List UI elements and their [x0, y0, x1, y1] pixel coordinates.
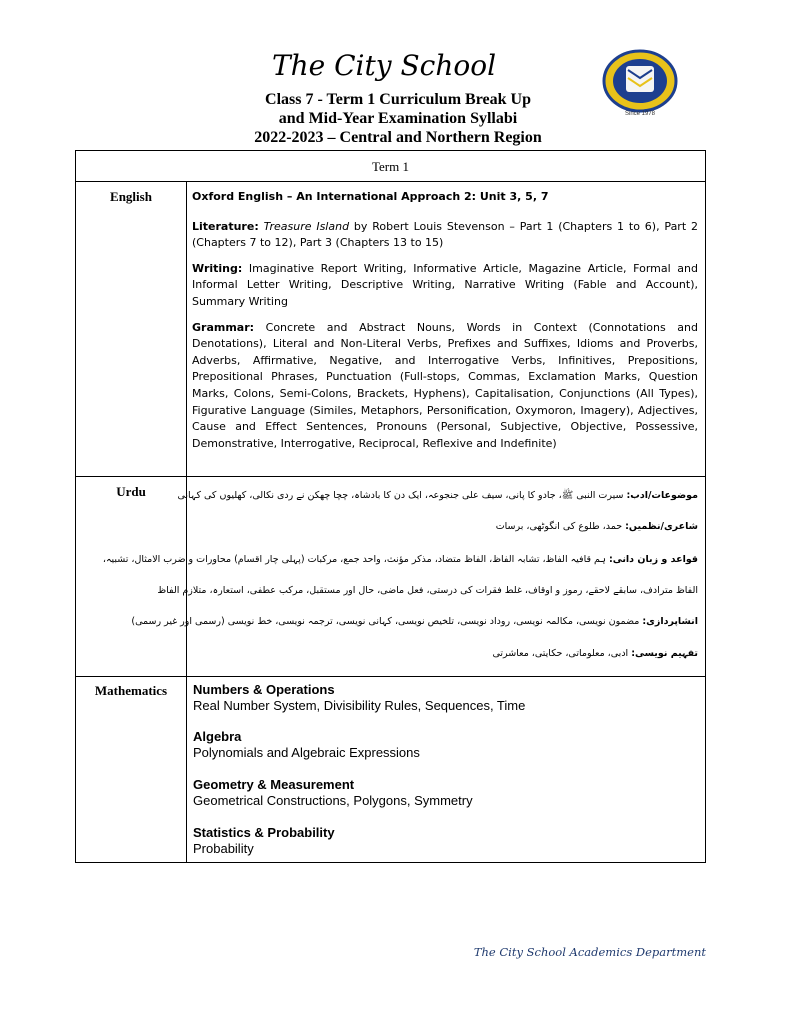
urdu-grammar [102, 553, 698, 567]
urdu-poetry [192, 520, 698, 534]
urdu-grammar-continued: الفاظ مترادف، سابقے لاحقے، رموز و اوقاف، غلط فقرات کی درستی، فعل ماضی، حال اور مستقبل، مرکب عطفی، استعارہ، متلازم الفاظ [157, 585, 698, 596]
table-divider [76, 676, 705, 677]
math-section-title: Numbers & Operations [193, 682, 335, 697]
math-section-title: Statistics & Probability [193, 825, 335, 840]
grammar-label: Grammar: [192, 320, 255, 334]
subject-english: English [110, 189, 152, 204]
english-literature [192, 219, 698, 252]
english-writing [192, 261, 698, 311]
writing-label: Writing: [192, 261, 243, 275]
table-divider [76, 181, 705, 182]
urdu-text: سیرت النبی ﷺ، جادو کا پانی، سیف علی جنجوعہ، ایک دن کا بادشاہ، چچا چھکن نے ردی نکالی، کھلیوں کی کہانی [177, 490, 627, 501]
urdu-text: حمد، طلوع کی انگوٹھی، برسات [495, 521, 626, 532]
column-divider [186, 181, 187, 862]
math-section-title: Algebra [193, 729, 242, 744]
urdu-topics [177, 489, 698, 503]
subject-urdu: Urdu [116, 484, 146, 499]
math-section-body: Real Number System, Divisibility Rules, Sequences, Time [193, 698, 526, 713]
urdu-text: ہم قافیہ الفاظ، تشابہ الفاظ، الفاظ متضاد، مذکر مؤنث، واحد جمع، مرکبات (پہلی چار اقسام) محاورات و ضرب الامثال، تشبیہ، [102, 554, 609, 565]
urdu-label: تفہیم نویسی: [631, 648, 698, 659]
school-title: The City School [271, 49, 497, 82]
urdu-text: مضمون نویسی، مکالمہ نویسی، روداد نویسی، تلخیص نویسی، کہانی نویسی، ترجمہ نویسی، خط نویسی (رسمی اور غیر رسمی) [131, 616, 643, 627]
literature-text: by Robert Louis Stevenson – Part 1 (Chapters 1 to 6), Part 2 (Chapters 7 to 12), Part 3 (Chapters 13 to 15) [192, 219, 698, 250]
heading-line-2: and Mid-Year Examination Syllabi [278, 110, 518, 127]
urdu-label: انشاپردازی: [642, 616, 698, 627]
urdu-composition [131, 615, 698, 629]
heading-line-1: Class 7 - Term 1 Curriculum Break Up [265, 91, 531, 108]
footer-department: The City School Academics Department [473, 945, 706, 959]
math-section-body: Polynomials and Algebraic Expressions [193, 745, 420, 760]
literature-label: Literature: [192, 219, 259, 233]
urdu-label: قواعد و زبان دانی: [608, 554, 698, 565]
english-textbook: Oxford English – An International Approach 2: Unit 3, 5, 7 [192, 190, 549, 203]
grammar-text: Concrete and Abstract Nouns, Words in Context (Connotations and Denotations), Literal and Non-Literal Verbs, Prefixes and Suffixes, Idioms and Proverbs, Adverbs, Affirmative, Negative, and Interrogative Verbs, Infinitives, Prepositions, Prepositional Phrases, Punctuation (Full-stops, Commas, Exclamation Marks, Question Marks, Colons, Semi-Colons, Brackets, Hyphens), Capitalisation, Conjunctions (All Types), Figurative Language (Similes, Metaphors, Personification, Oxymoron, Imagery), Adjectives, Cause and Effect Sentences, Pronouns (Personal, Subjective, Objective, Possessive, Demonstrative, Interrogative, Reciprocal, Reflexive and Indefinite) [192, 320, 698, 450]
urdu-label: شاعری/نظمیں: [625, 521, 698, 532]
urdu-label: موضوعات/ادب: [626, 490, 698, 501]
urdu-comprehension [192, 647, 698, 661]
writing-text: Imaginative Report Writing, Informative Article, Magazine Article, Formal and Informal Letter Writing, Descriptive Writing, Narrative Writing (Fable and Account), Summary Writing [192, 261, 698, 308]
literature-title: Treasure Island [263, 219, 350, 233]
curriculum-table [75, 150, 706, 863]
logo-year: Since 1978 [624, 111, 656, 117]
math-section-body: Geometrical Constructions, Polygons, Symmetry [193, 793, 473, 808]
urdu-text: ادبی، معلوماتی، حکایتی، معاشرتی [492, 648, 632, 659]
heading-line-3: 2022-2023 – Central and Northern Region [254, 129, 542, 146]
english-content [192, 189, 698, 452]
english-grammar [192, 320, 698, 453]
term-header: Term 1 [372, 159, 409, 174]
math-section-title: Geometry & Measurement [193, 777, 355, 792]
subject-mathematics: Mathematics [94, 683, 168, 698]
math-section-body: Probability [193, 841, 254, 856]
table-divider [76, 476, 705, 477]
